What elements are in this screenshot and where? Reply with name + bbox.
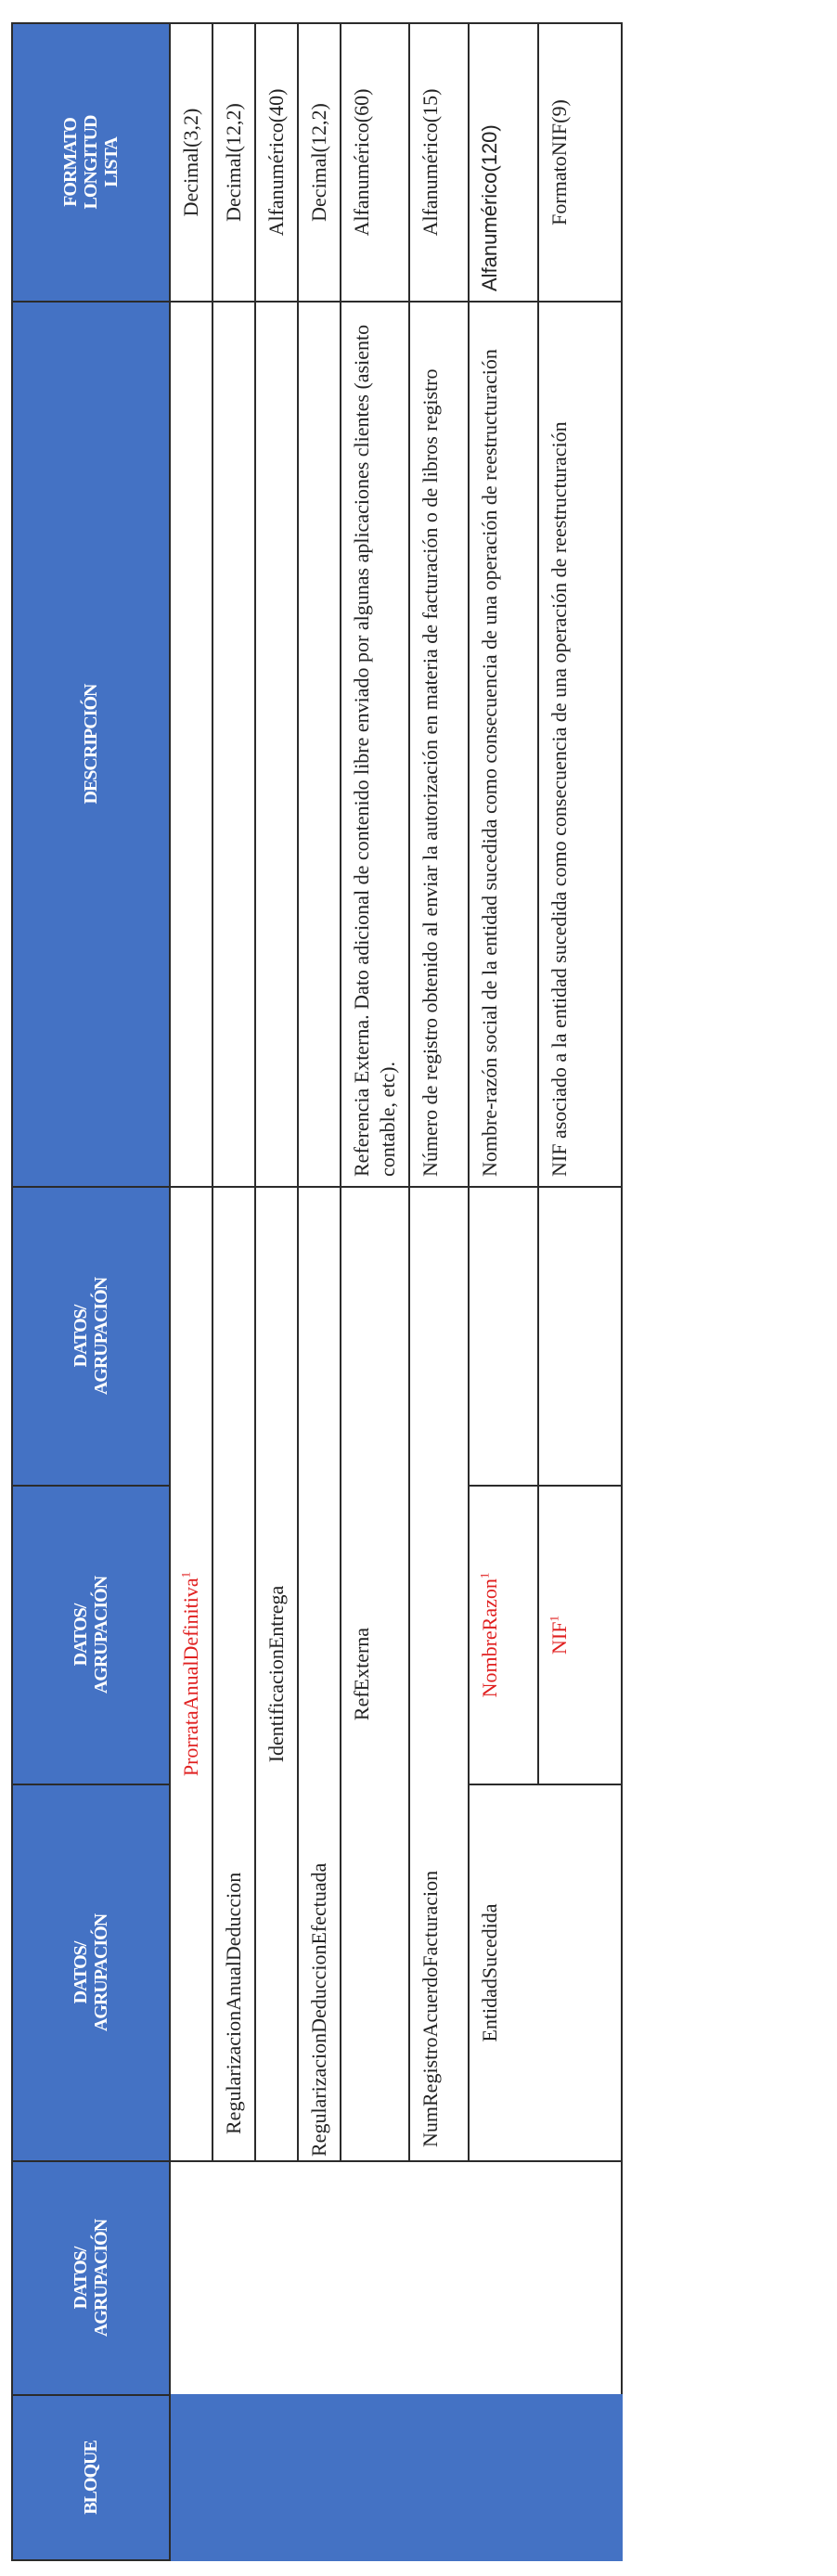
- subfield-cell: NombreRazon$^1$: [469, 1486, 538, 1784]
- format-cell: Alfanumérico(60): [341, 23, 409, 302]
- field-cell: RefExterna: [341, 1187, 409, 2161]
- header-datos-agrupacion-1: DATOS/ AGRUPACIÓN: [12, 2161, 170, 2395]
- header-formato: FORMATO LONGITUD LISTA: [12, 23, 170, 302]
- table-row: [170, 23, 212, 2560]
- fields-table: [11, 22, 623, 2561]
- empty-cell: [469, 1187, 538, 1486]
- group-cell: [170, 2161, 622, 2395]
- description-cell: Referencia Externa. Dato adicional de contenido libre enviado por algunas aplicaciones clientes (asiento contable, etc).: [341, 302, 409, 1187]
- format-cell: Decimal(3,2): [170, 23, 212, 302]
- format-cell: Decimal(12,2): [212, 23, 255, 302]
- header-datos-agrupacion-4: DATOS/ AGRUPACIÓN: [12, 1187, 170, 1486]
- format-cell: Alfanumérico(40): [255, 23, 298, 302]
- field-cell: IdentificacionEntrega: [255, 1187, 298, 2161]
- description-cell: NIF asociado a la entidad sucedida como consecuencia de una operación de reestructuración: [538, 302, 622, 1187]
- description-cell: Nombre-razón social de la entidad sucedida como consecuencia de una operación de reestructuración: [469, 302, 538, 1187]
- field-cell: RegularizacionAnualDeduccion: [212, 1187, 255, 2161]
- description-cell: [170, 302, 212, 1187]
- header-datos-agrupacion-3: DATOS/ AGRUPACIÓN: [12, 1486, 170, 1784]
- description-cell: [298, 302, 341, 1187]
- subfield-cell: NIF$^1$: [538, 1486, 622, 1784]
- bloque-cell: [170, 2395, 622, 2560]
- field-cell: RegularizacionDeduccionEfectuada: [298, 1187, 341, 2161]
- header-row: [12, 23, 170, 2560]
- format-cell: FormatoNIF(9): [538, 23, 622, 302]
- format-cell: Decimal(12,2): [298, 23, 341, 302]
- format-cell: Alfanumérico(15): [409, 23, 469, 302]
- description-cell: Número de registro obtenido al enviar la autorización en materia de facturación o de libros registro: [409, 302, 469, 1187]
- field-cell: ProrrataAnualDefinitiva$^1$: [170, 1187, 212, 2161]
- field-cell: NumRegistroAcuerdoFacturacion: [409, 1187, 469, 2161]
- header-datos-agrupacion-2: DATOS/ AGRUPACIÓN: [12, 1784, 170, 2161]
- description-cell: [212, 302, 255, 1187]
- empty-cell: [538, 1187, 622, 1486]
- field-cell: EntidadSucedida: [469, 1784, 622, 2161]
- header-bloque: BLOQUE: [12, 2395, 170, 2560]
- format-cell: Alfanumérico(120): [469, 23, 538, 302]
- header-descripcion: DESCRIPCIÓN: [12, 302, 170, 1187]
- description-cell: [255, 302, 298, 1187]
